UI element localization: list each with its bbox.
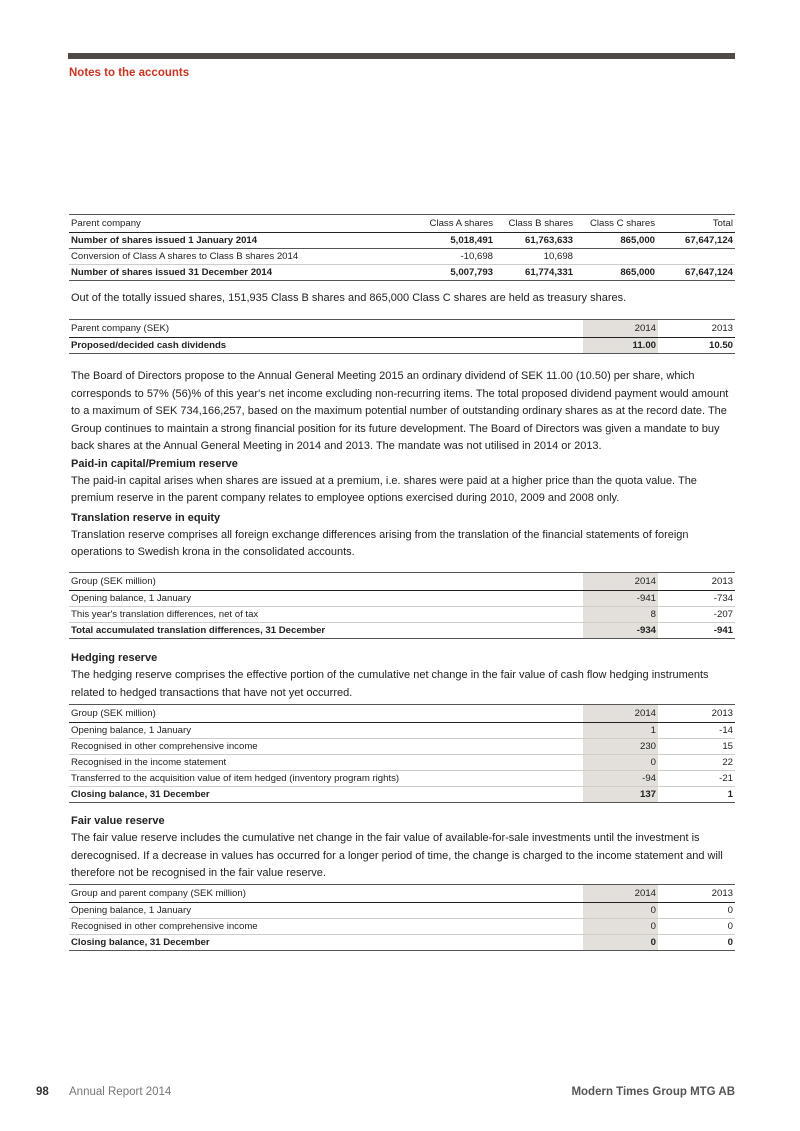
hedging-text-block — [71, 650, 735, 702]
cell-value: 0 — [727, 921, 733, 932]
cell-value: -734 — [713, 593, 733, 604]
cell-value: -21 — [719, 773, 733, 784]
row-label: Transferred to the acquisition value of item hedged (inventory program rights) — [71, 773, 400, 784]
dividend-table-block — [69, 319, 735, 354]
section-title: Notes to the accounts — [69, 67, 190, 79]
hedging-text: The hedging reserve comprises the effective portion of the cumulative net change in the fair value of cash flow hedging instruments related to hedged transactions that have not yet occurred. — [71, 669, 709, 699]
column-header: Parent company (SEK) — [71, 323, 170, 334]
row-label: Closing balance, 31 December — [71, 789, 210, 800]
column-header: 2014 — [583, 573, 658, 591]
table-header-row — [69, 320, 735, 338]
column-header: Group (SEK million) — [71, 576, 156, 587]
cell-value: -207 — [713, 609, 733, 620]
column-header: 2013 — [711, 323, 733, 334]
row-label: Opening balance, 1 January — [71, 905, 192, 916]
column-header: Class B shares — [508, 218, 573, 229]
fair-value-heading: Fair value reserve — [71, 815, 165, 827]
table-row — [69, 903, 735, 919]
fair-value-text-block — [71, 813, 735, 883]
translation-table — [69, 573, 735, 639]
table-row — [69, 919, 735, 935]
row-label: Number of shares issued 1 January 2014 — [71, 235, 258, 246]
cell-value: 11.00 — [583, 338, 658, 354]
cell-value: 0 — [727, 905, 733, 916]
column-header: 2014 — [583, 885, 658, 903]
dividend-text-block — [71, 368, 735, 562]
hedging-heading: Hedging reserve — [71, 652, 158, 664]
row-label: Closing balance, 31 December — [71, 937, 210, 948]
cell-value: 1 — [583, 723, 658, 739]
cell-value: 10.50 — [708, 340, 733, 351]
shares-table-block — [69, 214, 735, 281]
row-label: Opening balance, 1 January — [71, 593, 192, 604]
row-label: Opening balance, 1 January — [71, 725, 192, 736]
row-label: Proposed/decided cash dividends — [71, 340, 227, 351]
cell-value: 0 — [583, 919, 658, 935]
column-header: 2013 — [711, 888, 733, 899]
translation-text: Translation reserve comprises all foreign exchange differences arising from the translation of the financial statements of foreign operations to Swedish krona in the consolidated accounts. — [71, 528, 689, 558]
cell-value: -941 — [713, 625, 733, 636]
table-row — [69, 623, 735, 639]
column-header: Total — [712, 218, 733, 229]
table-row — [69, 338, 735, 354]
cell-value — [575, 249, 657, 265]
table-row — [69, 233, 735, 249]
column-header: Class C shares — [589, 218, 655, 229]
table-row — [69, 787, 735, 803]
row-label: Recognised in other comprehensive income — [71, 921, 258, 932]
cell-value: 0 — [727, 937, 733, 948]
cell-value: -934 — [583, 623, 658, 639]
row-label: Recognised in the income statement — [71, 757, 227, 768]
table-row — [69, 739, 735, 755]
column-header: Group and parent company (SEK million) — [71, 888, 246, 899]
cell-value: -94 — [583, 771, 658, 787]
table-header-row — [69, 705, 735, 723]
report-name: Annual Report 2014 — [69, 1086, 172, 1098]
fair-value-table — [69, 885, 735, 951]
table-row — [69, 935, 735, 951]
cell-value: 0 — [583, 755, 658, 771]
cell-value: 10,698 — [543, 251, 573, 262]
page-number: 98 — [36, 1086, 49, 1098]
dividend-table — [69, 320, 735, 354]
table-header-row — [69, 215, 735, 233]
cell-value: 61,763,633 — [524, 235, 573, 246]
cell-value: 230 — [583, 739, 658, 755]
column-header: Parent company — [71, 218, 141, 229]
translation-table-block — [69, 572, 735, 639]
cell-value: -941 — [583, 591, 658, 607]
column-header: 2014 — [583, 320, 658, 338]
table-row — [69, 265, 735, 281]
dividend-text: The Board of Directors propose to the Annual General Meeting 2015 an ordinary dividend of SEK 11.00 (10.50) per share, which corresponds to 57% (56)% of this year's net income excluding non-recurring items. The total proposed dividend payment would amount to a maximum of SEK 734,166,257, based on the maximum potential number of outstanding ordinary shares as at the record date. The Group continues to maintain a strong financial position for its future development. The Board of Directors was given a mandate to buy back shares at the Annual General Meeting in 2014 and 2013. The mandate was not utilised in 2014 or 2013. — [71, 370, 729, 452]
cell-value: 0 — [583, 935, 658, 951]
fair-value-table-block — [69, 884, 735, 951]
cell-value: 67,647,124 — [684, 267, 733, 278]
cell-value: 137 — [583, 787, 658, 803]
paid-in-text: The paid-in capital arises when shares are issued at a premium, i.e. shares were paid at a higher price than the quota value. The premium reserve in the parent company relates to employee options exercised during 2010, 2009 and 2008 only. — [71, 474, 697, 504]
shares-table — [69, 215, 735, 281]
header-rule — [68, 53, 735, 59]
row-label: Conversion of Class A shares to Class B shares 2014 — [71, 251, 299, 262]
cell-value: 5,018,491 — [450, 235, 493, 246]
column-header: Class A shares — [429, 218, 493, 229]
cell-value: 865,000 — [620, 235, 655, 246]
cell-value: 865,000 — [620, 267, 655, 278]
cell-value — [657, 249, 735, 265]
company-name: Modern Times Group MTG AB — [571, 1086, 735, 1098]
cell-value: 22 — [722, 757, 733, 768]
cell-value: -10,698 — [460, 251, 493, 262]
cell-value: 1 — [727, 789, 733, 800]
cell-value: -14 — [719, 725, 733, 736]
cell-value: 15 — [722, 741, 733, 752]
treasury-text: Out of the totally issued shares, 151,935 Class B shares and 865,000 Class C shares are held as treasury shares. — [71, 292, 627, 304]
table-header-row — [69, 885, 735, 903]
row-label: This year's translation differences, net of tax — [71, 609, 259, 620]
table-row — [69, 607, 735, 623]
cell-value: 5,007,793 — [450, 267, 493, 278]
column-header: Group (SEK million) — [71, 708, 156, 719]
paid-in-heading: Paid-in capital/Premium reserve — [71, 457, 238, 470]
cell-value: 67,647,124 — [684, 235, 733, 246]
column-header: 2013 — [711, 576, 733, 587]
row-label: Total accumulated translation differences, 31 December — [71, 625, 326, 636]
table-header-row — [69, 573, 735, 591]
fair-value-text: The fair value reserve includes the cumulative net change in the fair value of available-for-sale investments until the investment is derecognised. If a decrease in values has occurred for a longer period of time, the change is charged to the income statement and will therefore not be recognised in the fair value reserve. — [71, 832, 723, 879]
row-label: Number of shares issued 31 December 2014 — [71, 267, 273, 278]
row-label: Recognised in other comprehensive income — [71, 741, 258, 752]
hedging-table — [69, 705, 735, 803]
column-header: 2013 — [711, 708, 733, 719]
cell-value: 0 — [583, 903, 658, 919]
table-row — [69, 755, 735, 771]
hedging-table-block — [69, 704, 735, 803]
table-row — [69, 249, 735, 265]
table-row — [69, 591, 735, 607]
table-row — [69, 771, 735, 787]
cell-value: 61,774,331 — [524, 267, 573, 278]
treasury-note — [71, 290, 737, 308]
column-header: 2014 — [583, 705, 658, 723]
table-row — [69, 723, 735, 739]
translation-heading: Translation reserve in equity — [71, 511, 221, 524]
cell-value: 8 — [583, 607, 658, 623]
